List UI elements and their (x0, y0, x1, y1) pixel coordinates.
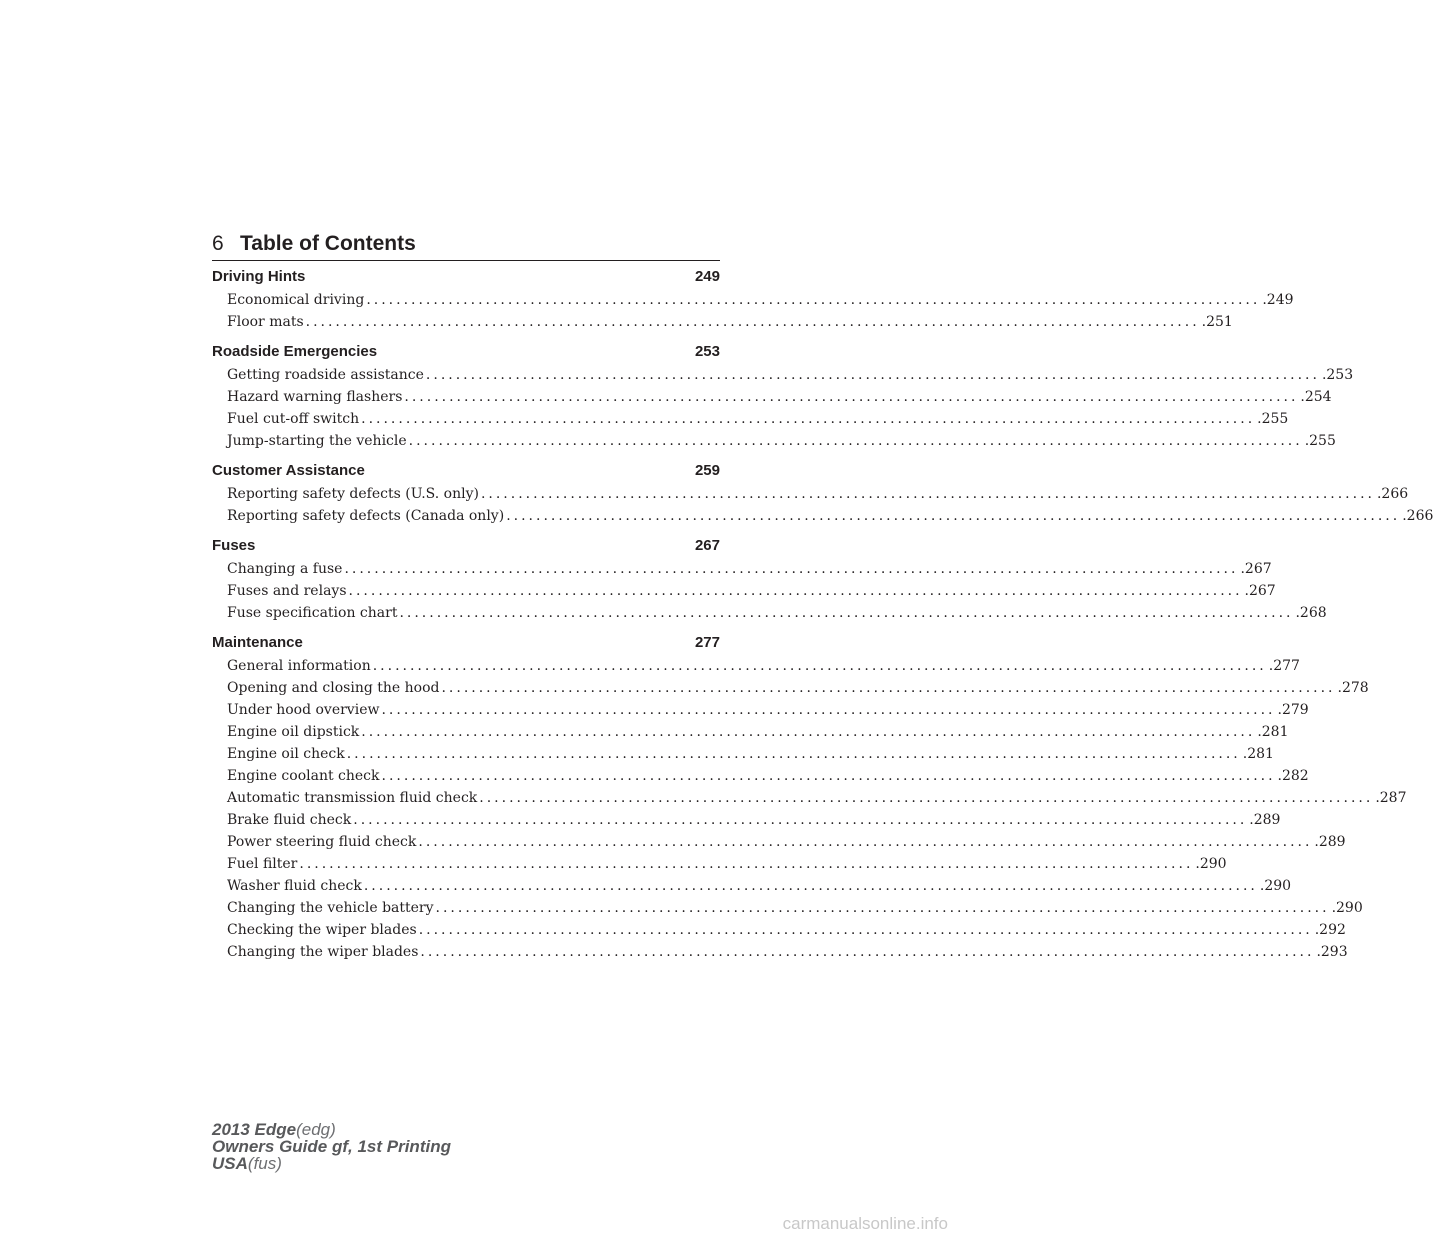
toc-entry[interactable] (227, 743, 1274, 765)
footer-line-2: Owners Guide gf, 1st Printing (212, 1137, 451, 1156)
entry-title: Changing the vehicle battery (227, 900, 434, 916)
dot-leader: ........................................................................................................................ (404, 389, 1299, 405)
toc-entry[interactable] (227, 580, 1276, 602)
entry-title: Fuel cut-off switch (227, 411, 360, 427)
dot-leader: ........................................................................................................................ (506, 508, 1401, 524)
dot-leader: ........................................................................................................................ (418, 834, 1313, 850)
entry-title: Getting roadside assistance (227, 367, 424, 383)
entry-page: .290 (1195, 856, 1227, 872)
entry-page: .289 (1249, 812, 1281, 828)
toc-section (212, 459, 1433, 527)
section-heading[interactable] (212, 340, 720, 364)
section-heading[interactable] (212, 459, 720, 483)
entry-page: .267 (1244, 583, 1276, 599)
entry-title: Floor mats (227, 314, 304, 330)
dot-leader: ........................................................................................................................ (299, 856, 1194, 872)
entry-page: .293 (1316, 944, 1348, 960)
dot-leader: ........................................................................................................................ (346, 746, 1241, 762)
entry-title: Under hood overview (227, 702, 380, 718)
dot-leader: ........................................................................................................................ (305, 314, 1200, 330)
entry-page: .267 (1240, 561, 1272, 577)
entry-page: .253 (1321, 367, 1354, 383)
entry-title: General information (227, 658, 371, 674)
entry-title: Power steering fluid check (227, 834, 417, 850)
page-title: Table of Contents (240, 232, 416, 255)
entry-title: Changing a fuse (227, 561, 343, 577)
entry-page: .290 (1259, 878, 1292, 894)
toc-entry[interactable] (227, 655, 1300, 677)
entry-title: Engine oil dipstick (227, 724, 360, 740)
section-page: 253 (694, 343, 720, 360)
section-title: Roadside Emergencies (212, 343, 378, 360)
dot-leader: ........................................................................................................................ (381, 702, 1276, 718)
toc-entry[interactable] (227, 483, 1409, 505)
entry-page: .251 (1201, 314, 1233, 330)
entry-title: Changing the wiper blades (227, 944, 419, 960)
dot-leader: ........................................................................................................................ (344, 561, 1239, 577)
toc-entry[interactable] (227, 677, 1369, 699)
entry-title: Engine oil check (227, 746, 345, 762)
toc-entry[interactable] (227, 289, 1294, 311)
toc-section (212, 631, 1407, 963)
toc-entry[interactable] (227, 897, 1363, 919)
toc-entry[interactable] (227, 787, 1407, 809)
watermark: carmanualsonline.info (782, 1214, 948, 1233)
entry-page: .255 (1257, 411, 1289, 427)
entry-page: .277 (1268, 658, 1300, 674)
entry-page: .292 (1314, 922, 1346, 938)
entry-page: .278 (1337, 680, 1369, 696)
toc-entry[interactable] (227, 875, 1292, 897)
entry-title: Reporting safety defects (U.S. only) (227, 486, 479, 502)
toc-entry[interactable] (227, 699, 1309, 721)
toc-section (212, 340, 1354, 452)
entry-page: .290 (1331, 900, 1363, 916)
entry-title: Checking the wiper blades (227, 922, 417, 938)
footer-line-1: 2013 Edge(edg) (212, 1120, 336, 1139)
entry-page: .255 (1304, 433, 1336, 449)
entry-title: Jump-starting the vehicle (227, 433, 407, 449)
entry-page: .266 (1402, 508, 1433, 524)
section-page: 259 (694, 462, 720, 479)
entry-page: .282 (1277, 768, 1309, 784)
entry-title: Fuel filter (227, 856, 298, 872)
section-heading[interactable] (212, 631, 720, 655)
dot-leader: ........................................................................................................................ (425, 367, 1320, 383)
dot-leader: ........................................................................................................................ (372, 658, 1267, 674)
dot-leader: ........................................................................................................................ (441, 680, 1336, 696)
entry-title: Fuses and relays (227, 583, 347, 599)
toc-entry[interactable] (227, 364, 1354, 386)
dot-leader: ........................................................................................................................ (366, 292, 1261, 308)
entry-page: .249 (1262, 292, 1294, 308)
entry-page: .281 (1242, 746, 1274, 762)
toc-entry[interactable] (227, 721, 1289, 743)
footer (212, 1121, 451, 1172)
dot-leader: ........................................................................................................................ (361, 724, 1256, 740)
dot-leader: ........................................................................................................................ (418, 922, 1313, 938)
section-page: 249 (694, 268, 720, 285)
section-title: Customer Assistance (212, 462, 365, 479)
dot-leader: ........................................................................................................................ (435, 900, 1330, 916)
section-heading[interactable] (212, 265, 720, 289)
toc-entry[interactable] (227, 408, 1289, 430)
toc-section (212, 265, 1294, 333)
entry-page: .254 (1300, 389, 1332, 405)
entry-title: Fuse specification chart (227, 605, 398, 621)
toc-entry[interactable] (227, 430, 1336, 452)
dot-leader: ........................................................................................................................ (348, 583, 1243, 599)
dot-leader: ........................................................................................................................ (408, 433, 1303, 449)
dot-leader: ........................................................................................................................ (353, 812, 1248, 828)
entry-page: .287 (1375, 790, 1407, 806)
entry-page: .279 (1277, 702, 1309, 718)
entry-title: Automatic transmission fluid check (227, 790, 478, 806)
toc-entry[interactable] (227, 386, 1332, 408)
section-page: 277 (694, 634, 720, 651)
toc-section (212, 534, 1327, 624)
toc-entry[interactable] (227, 831, 1346, 853)
toc-entry[interactable] (227, 809, 1281, 831)
toc-entry[interactable] (227, 311, 1233, 333)
entry-title: Washer fluid check (227, 878, 362, 894)
page-header (212, 230, 720, 261)
toc-entry[interactable] (227, 558, 1272, 580)
entry-page: .281 (1257, 724, 1289, 740)
toc-entry[interactable] (227, 602, 1327, 624)
entry-title: Engine coolant check (227, 768, 380, 784)
section-title: Driving Hints (212, 268, 306, 285)
toc-entry[interactable] (227, 941, 1348, 963)
entry-title: Reporting safety defects (Canada only) (227, 508, 505, 524)
dot-leader: ........................................................................................................................ (363, 878, 1258, 894)
footer-line-3: USA(fus) (212, 1154, 282, 1173)
entry-title: Brake fluid check (227, 812, 352, 828)
toc-entry[interactable] (227, 853, 1227, 875)
dot-leader: ........................................................................................................................ (480, 486, 1375, 502)
entry-page: .266 (1376, 486, 1409, 502)
entry-title: Hazard warning flashers (227, 389, 403, 405)
dot-leader: ........................................................................................................................ (361, 411, 1256, 427)
entry-title: Economical driving (227, 292, 365, 308)
dot-leader: ........................................................................................................................ (381, 768, 1276, 784)
table-of-contents (212, 265, 1433, 970)
dot-leader: ........................................................................................................................ (399, 605, 1294, 621)
toc-entry[interactable] (227, 505, 1433, 527)
dot-leader: ........................................................................................................................ (479, 790, 1374, 806)
section-page: 267 (694, 537, 720, 554)
section-heading[interactable] (212, 534, 720, 558)
entry-page: .268 (1295, 605, 1327, 621)
section-title: Fuses (212, 537, 256, 554)
toc-entry[interactable] (227, 919, 1346, 941)
section-title: Maintenance (212, 634, 303, 651)
toc-entry[interactable] (227, 765, 1309, 787)
page-number: 6 (212, 232, 224, 255)
dot-leader: ........................................................................................................................ (420, 944, 1315, 960)
entry-page: .289 (1314, 834, 1346, 850)
entry-title: Opening and closing the hood (227, 680, 440, 696)
